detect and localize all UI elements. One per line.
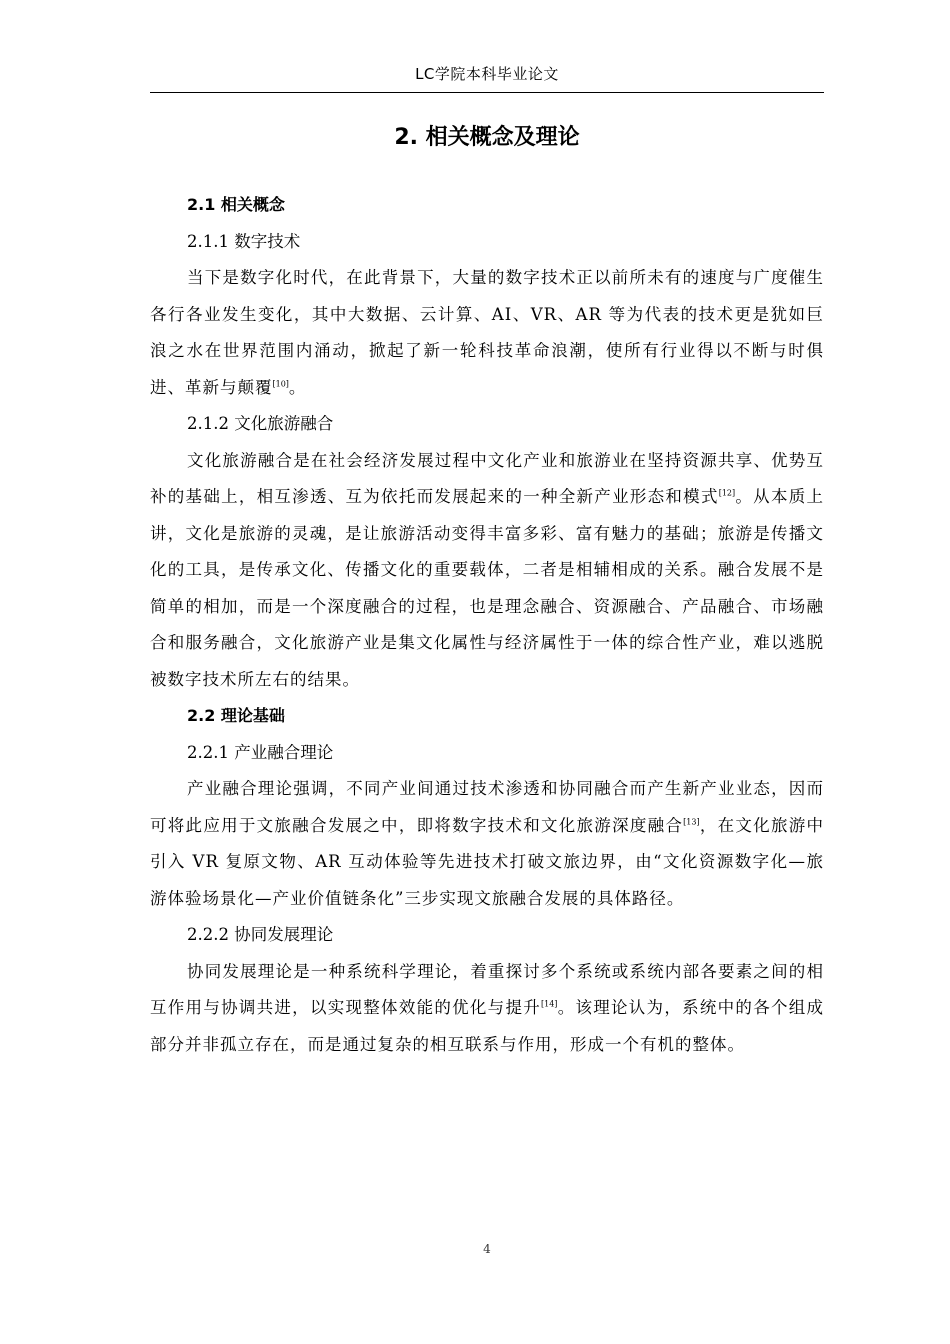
subsection-heading-2-1-2: 2.1.2 文化旅游融合	[187, 414, 334, 433]
paragraph-text-end: 。	[288, 377, 307, 397]
paragraph-digital-technology	[150, 260, 824, 406]
paragraph-synergy-theory	[150, 954, 824, 1064]
subsection-heading-2-2-2: 2.2.2 协同发展理论	[187, 925, 334, 944]
paragraph-culture-tourism-fusion	[150, 443, 824, 699]
paragraph-text-rest: 。该理论认为，系统中的各个组成部分并非孤立存在，而是通过复杂的相互联系与作用，形成一个有机的整体。	[150, 998, 825, 1054]
citation-13: [13]	[683, 817, 700, 826]
paragraph-text: 协同发展理论是一种系统科学理论，着重探讨多个系统或系统内部各要素之间的相互作用与协调共进，以实现整体效能的优化与提升	[150, 961, 824, 1017]
paragraph-text: 产业融合理论强调，不同产业间通过技术渗透和协同融合而产生新产业业态，因而可将此应用于文旅融合发展之中，即将数字技术和文化旅游深度融合	[150, 779, 824, 835]
header-divider	[150, 92, 824, 93]
subsection-heading-2-1-1: 2.1.1 数字技术	[187, 231, 301, 251]
page-number: 4	[483, 1242, 491, 1256]
citation-14: [14]	[541, 999, 558, 1009]
paragraph-text-rest: ，在文化旅游中引入 VR 复原文物、AR 互动体验等先进技术打破文旅边界，由“文化资源数字化—旅游体验场景化—产业价值链条化”三步实现文旅融合发展的具体路径。	[150, 815, 825, 908]
subsection-heading-2-2-1: 2.2.1 产业融合理论	[187, 742, 334, 762]
paragraph-text: 当下是数字化时代，在此背景下，大量的数字技术正以前所未有的速度与广度催生各行各业发生变化，其中大数据、云计算、AI、VR、AR 等为代表的技术更是犹如巨浪之水在世界范围内涌动，掀起了新一轮科技革命浪潮，使所有行业得以不断与时俱进、革新与颠覆	[150, 268, 824, 397]
section-heading-2-2: 2.2 理论基础	[187, 706, 285, 725]
paragraph-industry-fusion-theory	[150, 771, 824, 917]
paragraph-text: 文化旅游融合是在社会经济发展过程中文化产业和旅游业在坚持资源共享、优势互补的基础上，相互渗透、互为依托而发展起来的一种全新产业形态和模式	[150, 450, 824, 506]
citation-10: [10]	[272, 379, 289, 388]
section-heading-2-1: 2.1 相关概念	[187, 195, 285, 214]
paragraph-text-rest: 。从本质上讲，文化是旅游的灵魂，是让旅游活动变得丰富多彩、富有魅力的基础；旅游是传播文化的工具，是传承文化、传播文化的重要载体，二者是相辅相成的关系。融合发展不是简单的相加，而是一个深度融合的过程，也是理念融合、资源融合、产品融合、市场融合和服务融合，文化旅游产业是集文化属性与经济属性于一体的综合性产业，难以逃脱被数字技术所左右的结果。	[150, 487, 825, 689]
citation-12: [12]	[718, 488, 736, 498]
running-header: LC学院本科毕业论文	[415, 65, 559, 83]
document-body	[150, 187, 824, 1063]
chapter-title: 2. 相关概念及理论	[394, 125, 580, 150]
